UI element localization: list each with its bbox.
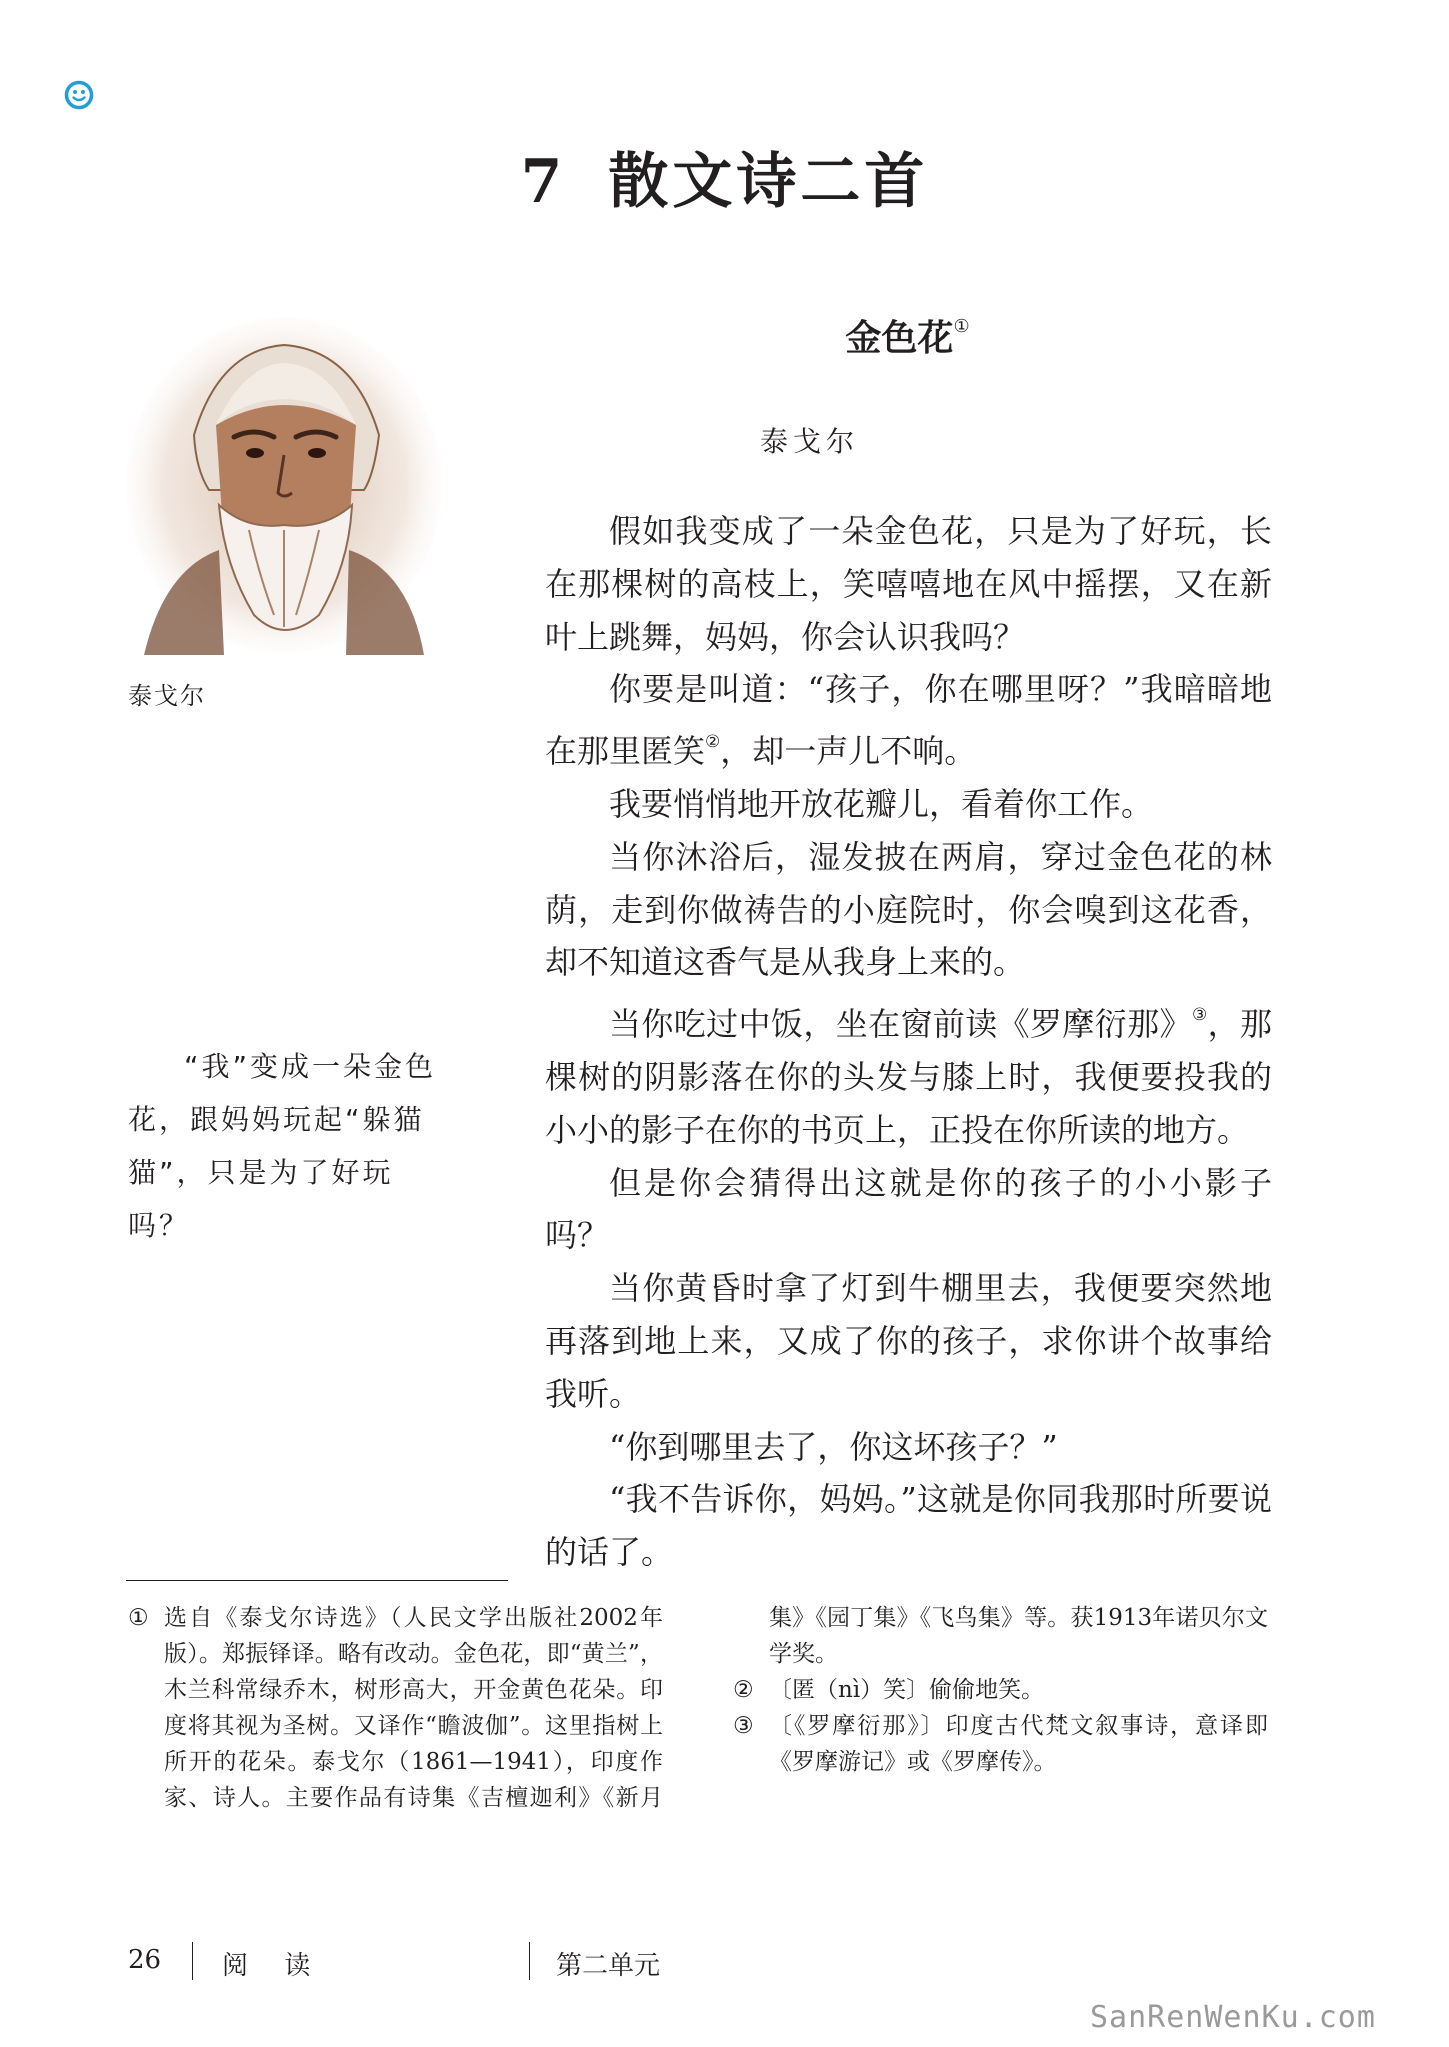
side-note-question: “我”变成一朵金色花，跟妈妈玩起“躲猫猫”，只是为了好玩吗？ (128, 1050, 437, 1242)
paragraph: 你要是叫道：“孩子，你在哪里呀？”我暗暗地在那里匿笑②，却一声儿不响。 (545, 670, 1272, 771)
footnote-marker: ② (705, 732, 721, 753)
page-number: 26 (128, 1945, 162, 1975)
poem-body (545, 505, 1272, 1579)
footer-divider (529, 1942, 530, 1980)
paragraph: 当你黄昏时拿了灯到牛棚里去，我便要突然地再落到地上来，又成了你的孩子，求你讲个故事给我听。 (545, 1269, 1272, 1413)
footnote-text: 选自《泰戈尔诗选》（人民文学出版社2002年版）。郑振铎译。略有改动。金色花，即“黄兰”，木兰科常绿乔木，树形高大，开金黄色花朵。印度将其视为圣树。又译作“瞻波伽”。这里指树上所开的花朵。泰戈尔（1861—1941），印度作家、诗人。主要作品有诗集《吉檀迦利》《新月集》《园丁集》《飞鸟集》等。获1913年诺贝尔文学奖。 (164, 1605, 1268, 1811)
footnote (733, 1708, 1268, 1780)
paragraph: “我不告诉你，妈妈。”这就是你同我那时所要说的话了。 (545, 1480, 1272, 1572)
footnote-mark: ③ (733, 1713, 754, 1739)
lesson-title (0, 142, 1449, 222)
footer-divider (192, 1942, 193, 1980)
footnote-mark: ① (128, 1605, 149, 1631)
paragraph: 但是你会猜得出这就是你的孩子的小小影子吗？ (545, 1163, 1272, 1255)
footnote (733, 1672, 1268, 1708)
footnote-mark: ② (733, 1677, 754, 1703)
paragraph: 假如我变成了一朵金色花，只是为了好玩，长在那棵树的高枝上，笑嘻嘻地在风中摇摆，又在新叶上跳舞，妈妈，你会认识我吗？ (545, 512, 1272, 656)
watermark: SanRenWenKu.com (1090, 2000, 1376, 2035)
footer-unit: 第二单元 (556, 1951, 661, 1981)
footer-section: 阅 读 (222, 1951, 325, 1981)
paragraph: 当你吃过中饭，坐在窗前读《罗摩衍那》③，那棵树的阴影落在你的头发与膝上时，我便要投我的小小的影子在你的书页上，正投在你所读的地方。 (545, 1005, 1272, 1149)
smiley-icon (64, 80, 94, 110)
poem-author: 泰戈尔 (760, 425, 860, 458)
paragraph: “你到哪里去了，你这坏孩子？” (609, 1427, 1058, 1466)
lesson-number: 7 (520, 147, 567, 217)
poem-title-text: 金色花 (845, 318, 954, 359)
poem-title-note-marker: ① (953, 316, 970, 337)
portrait-caption: 泰戈尔 (128, 682, 206, 710)
footnote-text: 〔《罗摩衍那》〕印度古代梵文叙事诗，意译即《罗摩游记》或《罗摩传》。 (769, 1713, 1268, 1775)
lesson-title-text: 散文诗二首 (608, 147, 929, 217)
paragraph: 当你沐浴后，湿发披在两肩，穿过金色花的林荫，走到你做祷告的小庭院时，你会嗅到这花香，却不知道这香气是从我身上来的。 (545, 837, 1272, 982)
poem-title (545, 310, 1270, 361)
footnotes (128, 1600, 1268, 1816)
footnote-divider (126, 1580, 508, 1581)
paragraph: 我要悄悄地开放花瓣儿，看着你工作。 (609, 784, 1154, 823)
footnote-text: 〔匿（nì）笑〕偷偷地笑。 (769, 1677, 1045, 1703)
portrait-image (124, 315, 444, 655)
footnote-marker: ③ (1191, 1005, 1208, 1026)
